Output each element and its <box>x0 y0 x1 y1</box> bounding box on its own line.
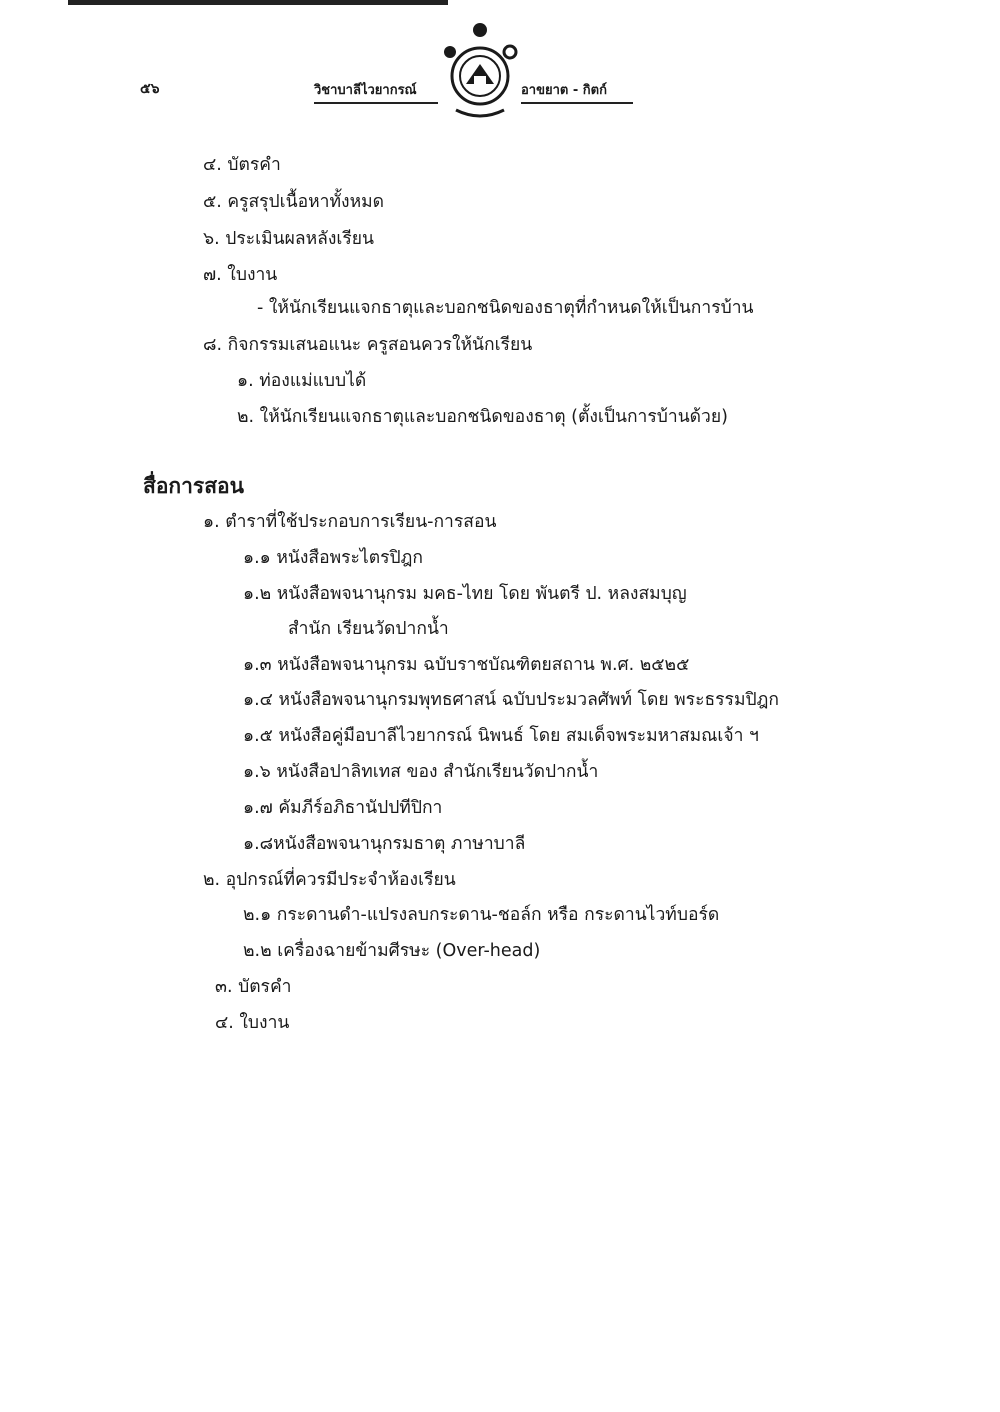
list-item: ๗. ใบงาน <box>203 265 278 285</box>
header-subject-title: วิชาบาลีไวยากรณ์ <box>314 79 438 104</box>
section-title: สื่อการสอน <box>143 474 245 498</box>
list-item: ๒. อุปกรณ์ที่ควรมีประจำห้องเรียน <box>203 870 456 890</box>
page-number: ๕๖ <box>140 81 160 97</box>
list-item: ๒.๒ เครื่องฉายข้ามศีรษะ (Over-head) <box>243 941 541 961</box>
list-item: ๑.๗ คัมภีร์อภิธานัปปทีปิกา <box>243 798 443 818</box>
list-item: - ให้นักเรียนแจกธาตุและบอกชนิดของธาตุที่กำหนดให้เป็นการบ้าน <box>257 298 754 318</box>
list-item: ๔. บัตรคำ <box>203 155 281 175</box>
list-item: ๓. บัตรคำ <box>215 977 292 997</box>
list-item: ๑. ท่องแม่แบบได้ <box>237 371 367 391</box>
list-item: ๑. ตำราที่ใช้ประกอบการเรียน-การสอน <box>203 512 497 532</box>
list-item: ๕. ครูสรุปเนื้อหาทั้งหมด <box>203 192 384 212</box>
list-item: ๑.๓ หนังสือพจนานุกรม ฉบับราชบัณฑิตยสถาน พ.ศ. ๒๕๒๕ <box>243 655 690 675</box>
top-scan-bar <box>68 0 448 5</box>
list-item: ๑.๑ หนังสือพระไตรปิฎก <box>243 548 423 568</box>
institution-emblem <box>436 20 524 124</box>
list-item: ๑.๖ หนังสือปาลิทเทส ของ สำนักเรียนวัดปากน้ำ <box>243 762 599 782</box>
list-item: ๑.๘หนังสือพจนานุกรมธาตุ ภาษาบาลี <box>243 834 526 854</box>
list-item: ๘. กิจกรรมเสนอแนะ ครูสอนควรให้นักเรียน <box>203 335 533 355</box>
list-item: ๑.๕ หนังสือคู่มือบาลีไวยากรณ์ นิพนธ์ โดย สมเด็จพระมหาสมณเจ้า ฯ <box>243 726 759 746</box>
list-item: ๑.๒ หนังสือพจนานุกรม มคธ-ไทย โดย พันตรี ป. หลงสมบุญ <box>243 584 687 604</box>
list-item: ๑.๔ หนังสือพจนานุกรมพุทธศาสน์ ฉบับประมวลศัพท์ โดย พระธรรมปิฎก <box>243 690 779 710</box>
list-item: ๔. ใบงาน <box>215 1013 290 1033</box>
list-item: ๒.๑ กระดานดำ-แปรงลบกระดาน-ชอล์ก หรือ กระดานไวท์บอร์ด <box>243 905 720 925</box>
list-item: ๒. ให้นักเรียนแจกธาตุและบอกชนิดของธาตุ (ตั้งเป็นการบ้านด้วย) <box>237 407 728 427</box>
list-item: ๖. ประเมินผลหลังเรียน <box>203 229 375 249</box>
header-chapter-title: อาขยาต - กิตก์ <box>521 79 633 104</box>
list-item: สำนัก เรียนวัดปากน้ำ <box>288 619 449 639</box>
